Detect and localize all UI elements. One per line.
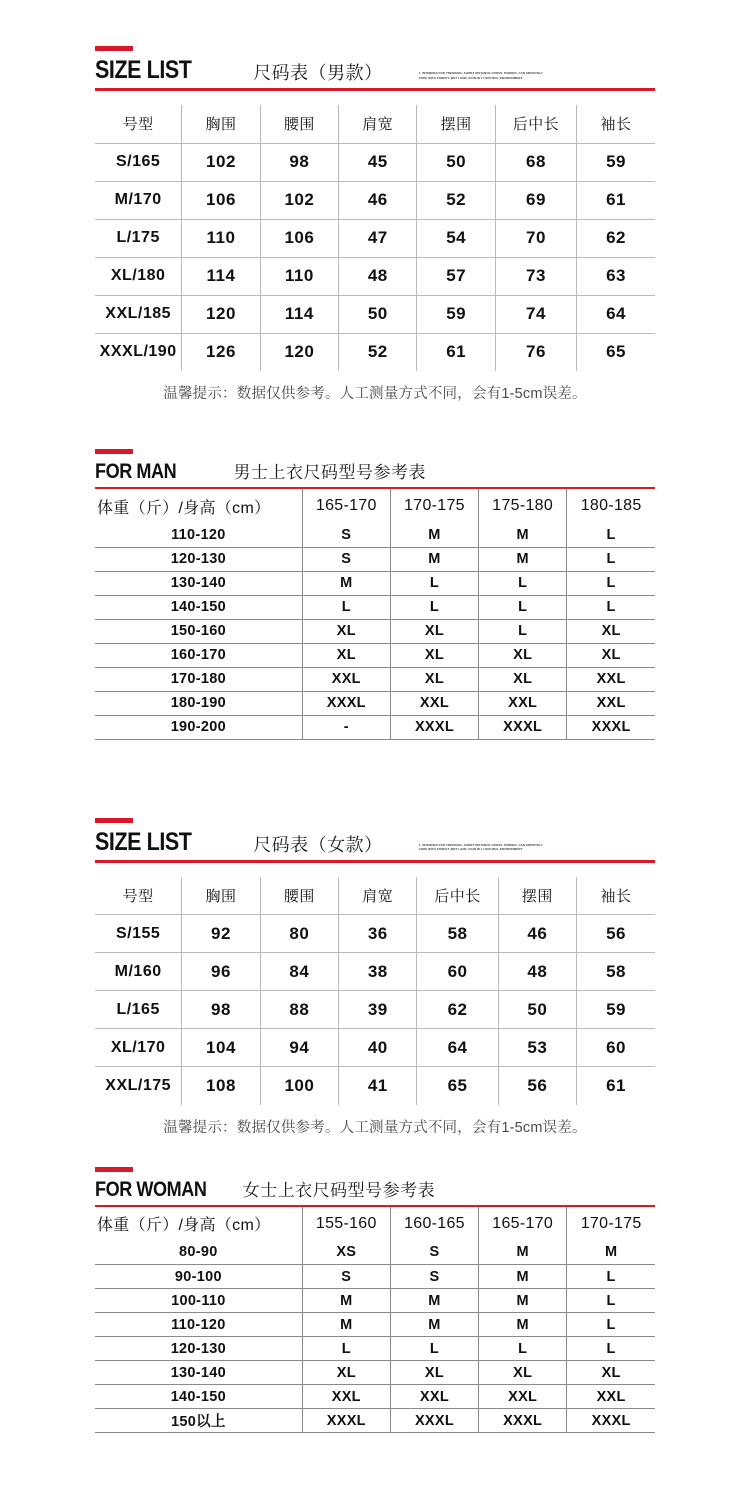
table-row xyxy=(95,1337,655,1361)
size-cell: XL xyxy=(390,1361,478,1385)
women-measurement-body xyxy=(95,915,655,1105)
measure-cell: 84 xyxy=(260,953,338,991)
women-size-list-header xyxy=(95,818,655,863)
measure-cell: 92 xyxy=(182,915,260,953)
women-reference-title-cn: 女士上衣尺码型号参考表 xyxy=(242,1180,436,1200)
women-reference-title-row xyxy=(95,1179,655,1205)
size-cell: L xyxy=(567,571,655,595)
column-header: 摆围 xyxy=(498,877,576,915)
measure-cell: 62 xyxy=(417,991,498,1029)
size-cell: L xyxy=(390,1337,478,1361)
accent-rule-divider xyxy=(95,487,655,489)
height-range-header: 165-170 xyxy=(302,489,390,523)
weight-range-cell: 90-100 xyxy=(95,1265,302,1289)
column-header: 号型 xyxy=(95,877,182,915)
measure-cell: 96 xyxy=(182,953,260,991)
size-cell: XXL xyxy=(390,1385,478,1409)
table-row xyxy=(95,619,655,643)
size-cell: - xyxy=(302,715,390,739)
size-code-cell: XXXL/190 xyxy=(95,333,182,371)
size-code-cell: M/160 xyxy=(95,953,182,991)
table-row xyxy=(95,691,655,715)
women-reference-body xyxy=(95,1241,655,1433)
size-code-cell: M/170 xyxy=(95,181,182,219)
size-cell: XL xyxy=(390,667,478,691)
measure-cell: 110 xyxy=(260,257,338,295)
measure-cell: 114 xyxy=(260,295,338,333)
women-size-list-title-cn: 尺码表（女款） xyxy=(253,834,383,855)
size-code-cell: S/165 xyxy=(95,143,182,181)
size-cell: XXL xyxy=(479,1385,567,1409)
men-reference-title-row xyxy=(95,461,655,487)
size-cell: M xyxy=(390,523,478,547)
size-cell: M xyxy=(302,1289,390,1313)
women-measurement-table xyxy=(95,877,655,1105)
table-row xyxy=(95,571,655,595)
size-cell: S xyxy=(302,547,390,571)
column-header: 袖长 xyxy=(577,105,655,143)
column-header: 肩宽 xyxy=(339,105,417,143)
measure-cell: 36 xyxy=(339,915,417,953)
weight-range-cell: 120-130 xyxy=(95,547,302,571)
column-header: 摆围 xyxy=(417,105,495,143)
measure-cell: 64 xyxy=(577,295,655,333)
men-measurement-tip: 温馨提示：数据仅供参考。人工测量方式不同，会有1-5cm误差。 xyxy=(163,386,587,402)
measure-cell: 60 xyxy=(577,1029,655,1067)
size-cell: XXXL xyxy=(302,691,390,715)
size-cell: XXL xyxy=(390,691,478,715)
size-cell: XS xyxy=(302,1241,390,1265)
measure-cell: 60 xyxy=(417,953,498,991)
measure-cell: 104 xyxy=(182,1029,260,1067)
size-cell: M xyxy=(302,571,390,595)
measure-cell: 52 xyxy=(339,333,417,371)
measure-cell: 106 xyxy=(260,219,338,257)
size-cell: XL xyxy=(479,1361,567,1385)
size-cell: XXXL xyxy=(302,1409,390,1433)
weight-height-corner-label: 体重（斤）/身高（cm） xyxy=(97,499,271,517)
measure-cell: 50 xyxy=(498,991,576,1029)
column-header: 肩宽 xyxy=(339,877,417,915)
men-size-list-title-cn: 尺码表（男款） xyxy=(253,63,383,83)
size-cell: S xyxy=(390,1241,478,1265)
table-row xyxy=(95,333,655,371)
size-cell: XL xyxy=(390,619,478,643)
size-cell: L xyxy=(567,523,655,547)
section-divider-spacer xyxy=(95,740,655,818)
size-cell: L xyxy=(567,595,655,619)
size-cell: L xyxy=(567,1313,655,1337)
size-cell: L xyxy=(567,1337,655,1361)
measure-cell: 126 xyxy=(182,333,260,371)
weight-range-cell: 140-150 xyxy=(95,1385,302,1409)
weight-range-cell: 170-180 xyxy=(95,667,302,691)
men-reference-title-en: FOR MAN xyxy=(95,460,177,483)
table-row xyxy=(95,1313,655,1337)
measure-cell: 63 xyxy=(577,257,655,295)
weight-range-cell: 150以上 xyxy=(95,1409,302,1433)
men-size-list-header xyxy=(95,46,655,91)
measure-cell: 59 xyxy=(577,991,655,1029)
table-row xyxy=(95,1067,655,1105)
size-cell: L xyxy=(479,571,567,595)
size-cell: S xyxy=(302,523,390,547)
size-cell: XL xyxy=(302,1361,390,1385)
accent-tick-icon xyxy=(95,46,133,51)
size-cell: L xyxy=(302,1337,390,1361)
column-header: 后中长 xyxy=(495,105,576,143)
weight-range-cell: 150-160 xyxy=(95,619,302,643)
table-row xyxy=(95,1289,655,1313)
size-cell: M xyxy=(479,1241,567,1265)
measure-cell: 61 xyxy=(577,181,655,219)
weight-range-cell: 130-140 xyxy=(95,1361,302,1385)
measure-cell: 73 xyxy=(495,257,576,295)
height-range-header: 165-170 xyxy=(479,1207,567,1241)
measure-cell: 47 xyxy=(339,219,417,257)
column-header: 号型 xyxy=(95,105,182,143)
measure-cell: 64 xyxy=(417,1029,498,1067)
size-cell: XXXL xyxy=(567,1409,655,1433)
men-size-list-title-en: SIZE LIST xyxy=(95,56,192,84)
size-cell: XXL xyxy=(567,667,655,691)
measure-cell: 58 xyxy=(577,953,655,991)
column-header: 后中长 xyxy=(417,877,498,915)
measure-cell: 46 xyxy=(339,181,417,219)
size-cell: XXXL xyxy=(479,1409,567,1433)
measure-cell: 61 xyxy=(417,333,495,371)
size-cell: M xyxy=(567,1241,655,1265)
measure-cell: 59 xyxy=(417,295,495,333)
table-row xyxy=(95,715,655,739)
measure-cell: 69 xyxy=(495,181,576,219)
size-cell: XL xyxy=(567,619,655,643)
men-reference-header xyxy=(95,449,655,489)
measure-cell: 98 xyxy=(182,991,260,1029)
size-code-cell: XL/170 xyxy=(95,1029,182,1067)
size-cell: XL xyxy=(390,643,478,667)
size-cell: XXXL xyxy=(479,715,567,739)
measure-cell: 61 xyxy=(577,1067,655,1105)
size-cell: L xyxy=(390,571,478,595)
table-row xyxy=(95,295,655,333)
size-cell: S xyxy=(302,1265,390,1289)
measure-cell: 102 xyxy=(260,181,338,219)
measure-cell: 108 xyxy=(182,1067,260,1105)
column-header: 腰围 xyxy=(260,877,338,915)
size-cell: M xyxy=(479,547,567,571)
weight-range-cell: 120-130 xyxy=(95,1337,302,1361)
accent-rule-divider xyxy=(95,1205,655,1207)
measure-cell: 65 xyxy=(577,333,655,371)
table-row xyxy=(95,991,655,1029)
men-reference-body xyxy=(95,523,655,739)
women-measurement-tip: 温馨提示：数据仅供参考。人工测量方式不同，会有1-5cm误差。 xyxy=(163,1119,587,1136)
height-range-header: 175-180 xyxy=(479,489,567,523)
accent-tick-icon xyxy=(95,1167,133,1172)
table-row xyxy=(95,595,655,619)
table-row xyxy=(95,1029,655,1067)
height-range-header: 170-175 xyxy=(567,1207,655,1241)
weight-range-cell: 140-150 xyxy=(95,595,302,619)
size-cell: XXL xyxy=(302,667,390,691)
men-reference-table xyxy=(95,489,655,740)
measure-cell: 68 xyxy=(495,143,576,181)
men-reference-header-row xyxy=(95,489,655,523)
measure-cell: 46 xyxy=(498,915,576,953)
measure-cell: 48 xyxy=(498,953,576,991)
measure-cell: 70 xyxy=(495,219,576,257)
size-cell: XL xyxy=(567,643,655,667)
measure-cell: 120 xyxy=(182,295,260,333)
women-section-spacer xyxy=(95,1137,655,1167)
measure-cell: 41 xyxy=(339,1067,417,1105)
top-spacer xyxy=(95,0,655,46)
measure-cell: 50 xyxy=(417,143,495,181)
column-header: 胸围 xyxy=(182,877,260,915)
measure-cell: 80 xyxy=(260,915,338,953)
table-row xyxy=(95,523,655,547)
men-measurement-header-row xyxy=(95,105,655,143)
women-measurement-header-row xyxy=(95,877,655,915)
size-cell: S xyxy=(390,1265,478,1289)
size-cell: M xyxy=(390,1313,478,1337)
women-reference-header xyxy=(95,1167,655,1207)
weight-range-cell: 180-190 xyxy=(95,691,302,715)
measure-cell: 50 xyxy=(339,295,417,333)
size-cell: L xyxy=(567,1265,655,1289)
weight-range-cell: 100-110 xyxy=(95,1289,302,1313)
measure-cell: 54 xyxy=(417,219,495,257)
table-row xyxy=(95,1265,655,1289)
measure-cell: 94 xyxy=(260,1029,338,1067)
size-cell: XL xyxy=(567,1361,655,1385)
men-reference-title-cn: 男士上衣尺码型号参考表 xyxy=(233,463,426,482)
weight-range-cell: 110-120 xyxy=(95,523,302,547)
size-cell: XL xyxy=(302,643,390,667)
women-reference-title-en: FOR WOMAN xyxy=(95,1177,207,1201)
size-cell: XXL xyxy=(567,691,655,715)
measure-cell: 76 xyxy=(495,333,576,371)
measure-cell: 56 xyxy=(498,1067,576,1105)
accent-tick-icon xyxy=(95,449,133,454)
size-cell: L xyxy=(302,595,390,619)
measure-cell: 74 xyxy=(495,295,576,333)
table-row xyxy=(95,547,655,571)
table-row xyxy=(95,143,655,181)
table-row xyxy=(95,953,655,991)
size-code-cell: L/175 xyxy=(95,219,182,257)
table-row xyxy=(95,181,655,219)
weight-range-cell: 190-200 xyxy=(95,715,302,739)
table-row xyxy=(95,643,655,667)
column-header: 腰围 xyxy=(260,105,338,143)
measure-cell: 48 xyxy=(339,257,417,295)
men-size-list-title-row xyxy=(95,58,655,88)
measure-cell: 110 xyxy=(182,219,260,257)
size-cell: M xyxy=(302,1313,390,1337)
weight-range-cell: 110-120 xyxy=(95,1313,302,1337)
measure-cell: 52 xyxy=(417,181,495,219)
table-row xyxy=(95,257,655,295)
size-cell: M xyxy=(390,547,478,571)
measure-cell: 88 xyxy=(260,991,338,1029)
size-cell: L xyxy=(567,547,655,571)
women-size-list-title-en: SIZE LIST xyxy=(95,827,192,856)
weight-range-cell: 80-90 xyxy=(95,1241,302,1265)
height-range-header: 160-165 xyxy=(390,1207,478,1241)
size-cell: L xyxy=(479,1337,567,1361)
table-row xyxy=(95,1409,655,1433)
column-header: 胸围 xyxy=(182,105,260,143)
measure-cell: 102 xyxy=(182,143,260,181)
men-size-list-fine-print: 1. INTENDED FOR TREKKING, SHORT DISTANCE CROSS, PADDED, CAN SMOOTHLY COPE WITH FOREST, WET LAND, RAIN IN LI NATURAL ENVIRONMENT. xyxy=(418,71,543,80)
accent-rule-divider xyxy=(95,88,655,91)
measure-cell: 65 xyxy=(417,1067,498,1105)
measure-cell: 100 xyxy=(260,1067,338,1105)
men-measurement-table xyxy=(95,105,655,371)
size-cell: XL xyxy=(479,643,567,667)
measure-cell: 62 xyxy=(577,219,655,257)
weight-range-cell: 130-140 xyxy=(95,571,302,595)
measure-cell: 120 xyxy=(260,333,338,371)
size-code-cell: L/165 xyxy=(95,991,182,1029)
size-code-cell: XXL/175 xyxy=(95,1067,182,1105)
measure-cell: 53 xyxy=(498,1029,576,1067)
size-code-cell: XXL/185 xyxy=(95,295,182,333)
measure-cell: 39 xyxy=(339,991,417,1029)
table-row xyxy=(95,915,655,953)
measure-cell: 56 xyxy=(577,915,655,953)
measure-cell: 38 xyxy=(339,953,417,991)
size-cell: M xyxy=(479,1313,567,1337)
size-cell: M xyxy=(479,1265,567,1289)
measure-cell: 114 xyxy=(182,257,260,295)
measure-cell: 57 xyxy=(417,257,495,295)
men-section-spacer xyxy=(95,403,655,449)
size-cell: M xyxy=(479,1289,567,1313)
size-cell: XL xyxy=(479,667,567,691)
weight-height-corner-label: 体重（斤）/身高（cm） xyxy=(97,1217,271,1234)
size-cell: XXXL xyxy=(567,715,655,739)
accent-tick-icon xyxy=(95,818,133,823)
height-range-header: 155-160 xyxy=(302,1207,390,1241)
measure-cell: 40 xyxy=(339,1029,417,1067)
measure-cell: 59 xyxy=(577,143,655,181)
size-cell: M xyxy=(390,1289,478,1313)
table-row xyxy=(95,219,655,257)
size-cell: XXL xyxy=(567,1385,655,1409)
women-reference-table xyxy=(95,1207,655,1434)
column-header: 袖长 xyxy=(577,877,655,915)
height-range-header: 180-185 xyxy=(567,489,655,523)
size-cell: XXL xyxy=(302,1385,390,1409)
size-cell: L xyxy=(479,619,567,643)
size-cell: XXL xyxy=(479,691,567,715)
size-cell: XL xyxy=(302,619,390,643)
size-code-cell: XL/180 xyxy=(95,257,182,295)
size-cell: M xyxy=(479,523,567,547)
accent-rule-divider xyxy=(95,860,655,863)
size-cell: XXXL xyxy=(390,715,478,739)
height-range-header: 170-175 xyxy=(390,489,478,523)
women-reference-header-row xyxy=(95,1207,655,1241)
women-size-list-fine-print: 1. INTENDED FOR TREKKING, SHORT DISTANCE CROSS, PADDED, CAN SMOOTHLY COPE WITH FOREST, WET LAND, RAIN IN LI NATURAL ENVIRONMENT. xyxy=(418,842,543,852)
measure-cell: 58 xyxy=(417,915,498,953)
table-row xyxy=(95,1385,655,1409)
size-code-cell: S/155 xyxy=(95,915,182,953)
table-row xyxy=(95,1361,655,1385)
size-cell: L xyxy=(479,595,567,619)
measure-cell: 98 xyxy=(260,143,338,181)
men-measurement-body xyxy=(95,143,655,371)
table-row xyxy=(95,667,655,691)
women-size-list-title-row xyxy=(95,827,655,860)
size-cell: L xyxy=(567,1289,655,1313)
weight-range-cell: 160-170 xyxy=(95,643,302,667)
size-cell: L xyxy=(390,595,478,619)
size-cell: XXXL xyxy=(390,1409,478,1433)
table-row xyxy=(95,1241,655,1265)
measure-cell: 106 xyxy=(182,181,260,219)
measure-cell: 45 xyxy=(339,143,417,181)
